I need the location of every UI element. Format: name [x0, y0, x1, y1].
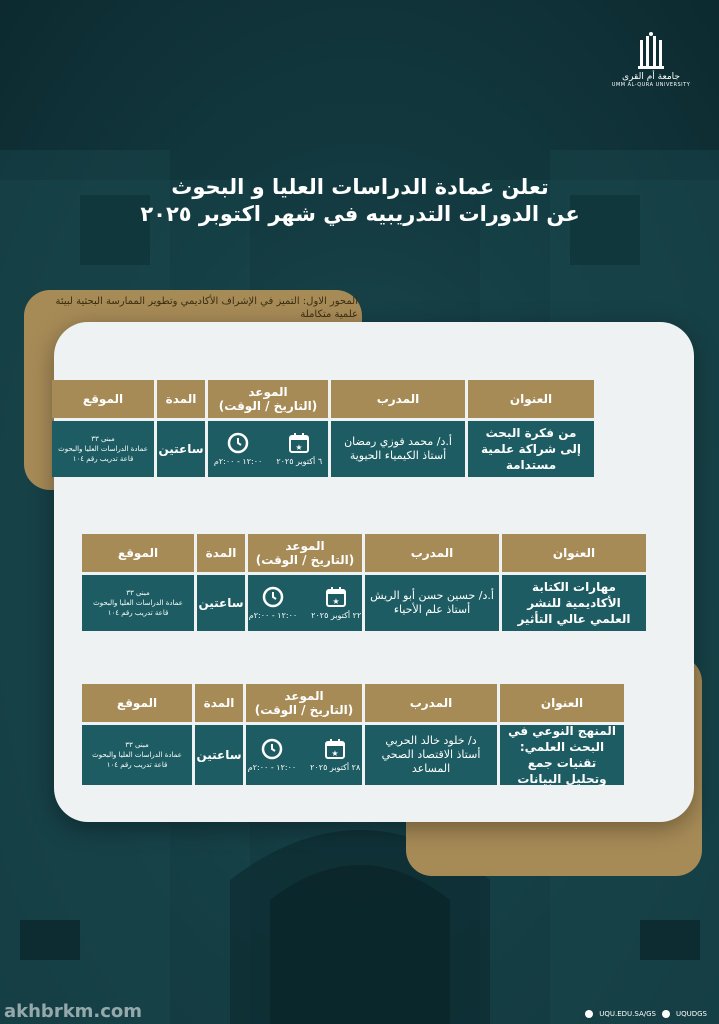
course-location: مبنى ٣٣ عمادة الدراسات العليا والبحوث قاعة تدريب رقم ١٠٤: [82, 725, 192, 785]
globe-icon: [585, 1010, 593, 1018]
headline-line-2: عن الدورات التدريبيه في شهر اكتوبر ٢٠٢٥: [140, 202, 580, 226]
clock-icon: [261, 738, 283, 760]
clock-icon: [262, 586, 284, 608]
footer-website[interactable]: UQU.EDU.SA/GS: [599, 1010, 656, 1018]
logo-arabic-name: جامعة أم القرى: [622, 72, 680, 82]
course-location: مبنى ٣٣ عمادة الدراسات العليا والبحوث قاعة تدريب رقم ١٠٤: [52, 421, 154, 477]
header-title: العنوان: [502, 534, 646, 572]
footer-handle[interactable]: UQUDGS: [675, 1010, 707, 1018]
course-title: المنهج النوعي في البحث العلمي: تقنيات جمع وتحليل البيانات: [500, 725, 624, 785]
svg-text:★: ★: [331, 748, 339, 758]
header-datetime: الموعد (التاريخ / الوقت): [248, 534, 362, 572]
course-title: مهارات الكتابة الأكاديمية للنشر العلمي عالي التأثير: [502, 575, 646, 631]
axis-heading: المحور الاول: التميز في الإشراف الأكاديمي وتطوير الممارسة البحثية لبيئة علمية متكاملة: [55, 296, 358, 320]
university-logo: [611, 32, 691, 89]
course-time: ١٢:٠٠ - ٢:٠٠م: [247, 762, 297, 772]
calendar-icon: [288, 432, 310, 454]
svg-text:★: ★: [295, 442, 303, 452]
course-duration: ساعتين: [195, 725, 243, 785]
header-datetime: الموعد (التاريخ / الوقت): [246, 684, 362, 722]
social-icon: [662, 1010, 670, 1018]
course-duration: ساعتين: [197, 575, 245, 631]
course-trainer: د/ خلود خالد الحربي أستاذ الاقتصاد الصحي المساعد: [365, 725, 497, 785]
course-datetime: [208, 421, 328, 477]
course-date: ٢٨ أكتوبر ٢٠٢٥: [310, 762, 361, 772]
course-trainer: أ.د/ حسين حسن أبو الريش أستاذ علم الأحياء: [365, 575, 499, 631]
course-date: ٦ أكتوبر ٢٠٢٥: [276, 456, 323, 466]
clock-icon: [227, 432, 249, 454]
header-location: الموقع: [52, 380, 154, 418]
course-datetime: [248, 575, 362, 631]
svg-text:★: ★: [332, 596, 340, 606]
course-title: من فكرة البحث إلى شراكة علمية مستدامة: [468, 421, 594, 477]
header-trainer: المدرب: [365, 534, 499, 572]
course-time: ١٢:٠٠ - ٢:٠٠م: [213, 456, 263, 466]
calendar-icon: [325, 586, 347, 608]
header-title: العنوان: [500, 684, 624, 722]
watermark: akhbrkm.com: [4, 1001, 143, 1022]
course-trainer: أ.د/ محمد فوزي رمضان أستاذ الكيمياء الحيوية: [331, 421, 465, 477]
headline: [90, 174, 630, 228]
header-duration: المدة: [157, 380, 205, 418]
logo-english-name: UMM AL-QURA UNIVERSITY: [611, 82, 691, 88]
calendar-icon: [324, 738, 346, 760]
university-emblem-icon: [634, 32, 668, 70]
course-table-2: [82, 534, 646, 631]
header-datetime: الموعد (التاريخ / الوقت): [208, 380, 328, 418]
course-duration: ساعتين: [157, 421, 205, 477]
course-time: ١٢:٠٠ - ٢:٠٠م: [248, 610, 298, 620]
header-trainer: المدرب: [331, 380, 465, 418]
course-datetime: [246, 725, 362, 785]
headline-line-1: تعلن عمادة الدراسات العليا و البحوث: [171, 175, 549, 199]
header-duration: المدة: [197, 534, 245, 572]
header-location: الموقع: [82, 684, 192, 722]
header-title: العنوان: [468, 380, 594, 418]
header-trainer: المدرب: [365, 684, 497, 722]
header-location: الموقع: [82, 534, 194, 572]
course-location: مبنى ٣٣ عمادة الدراسات العليا والبحوث قاعة تدريب رقم ١٠٤: [82, 575, 194, 631]
course-date: ٢٢ أكتوبر ٢٠٢٥: [311, 610, 362, 620]
header-duration: المدة: [195, 684, 243, 722]
course-table-3: [82, 684, 624, 785]
footer-links: [585, 1010, 707, 1018]
course-table-1: [58, 380, 594, 477]
